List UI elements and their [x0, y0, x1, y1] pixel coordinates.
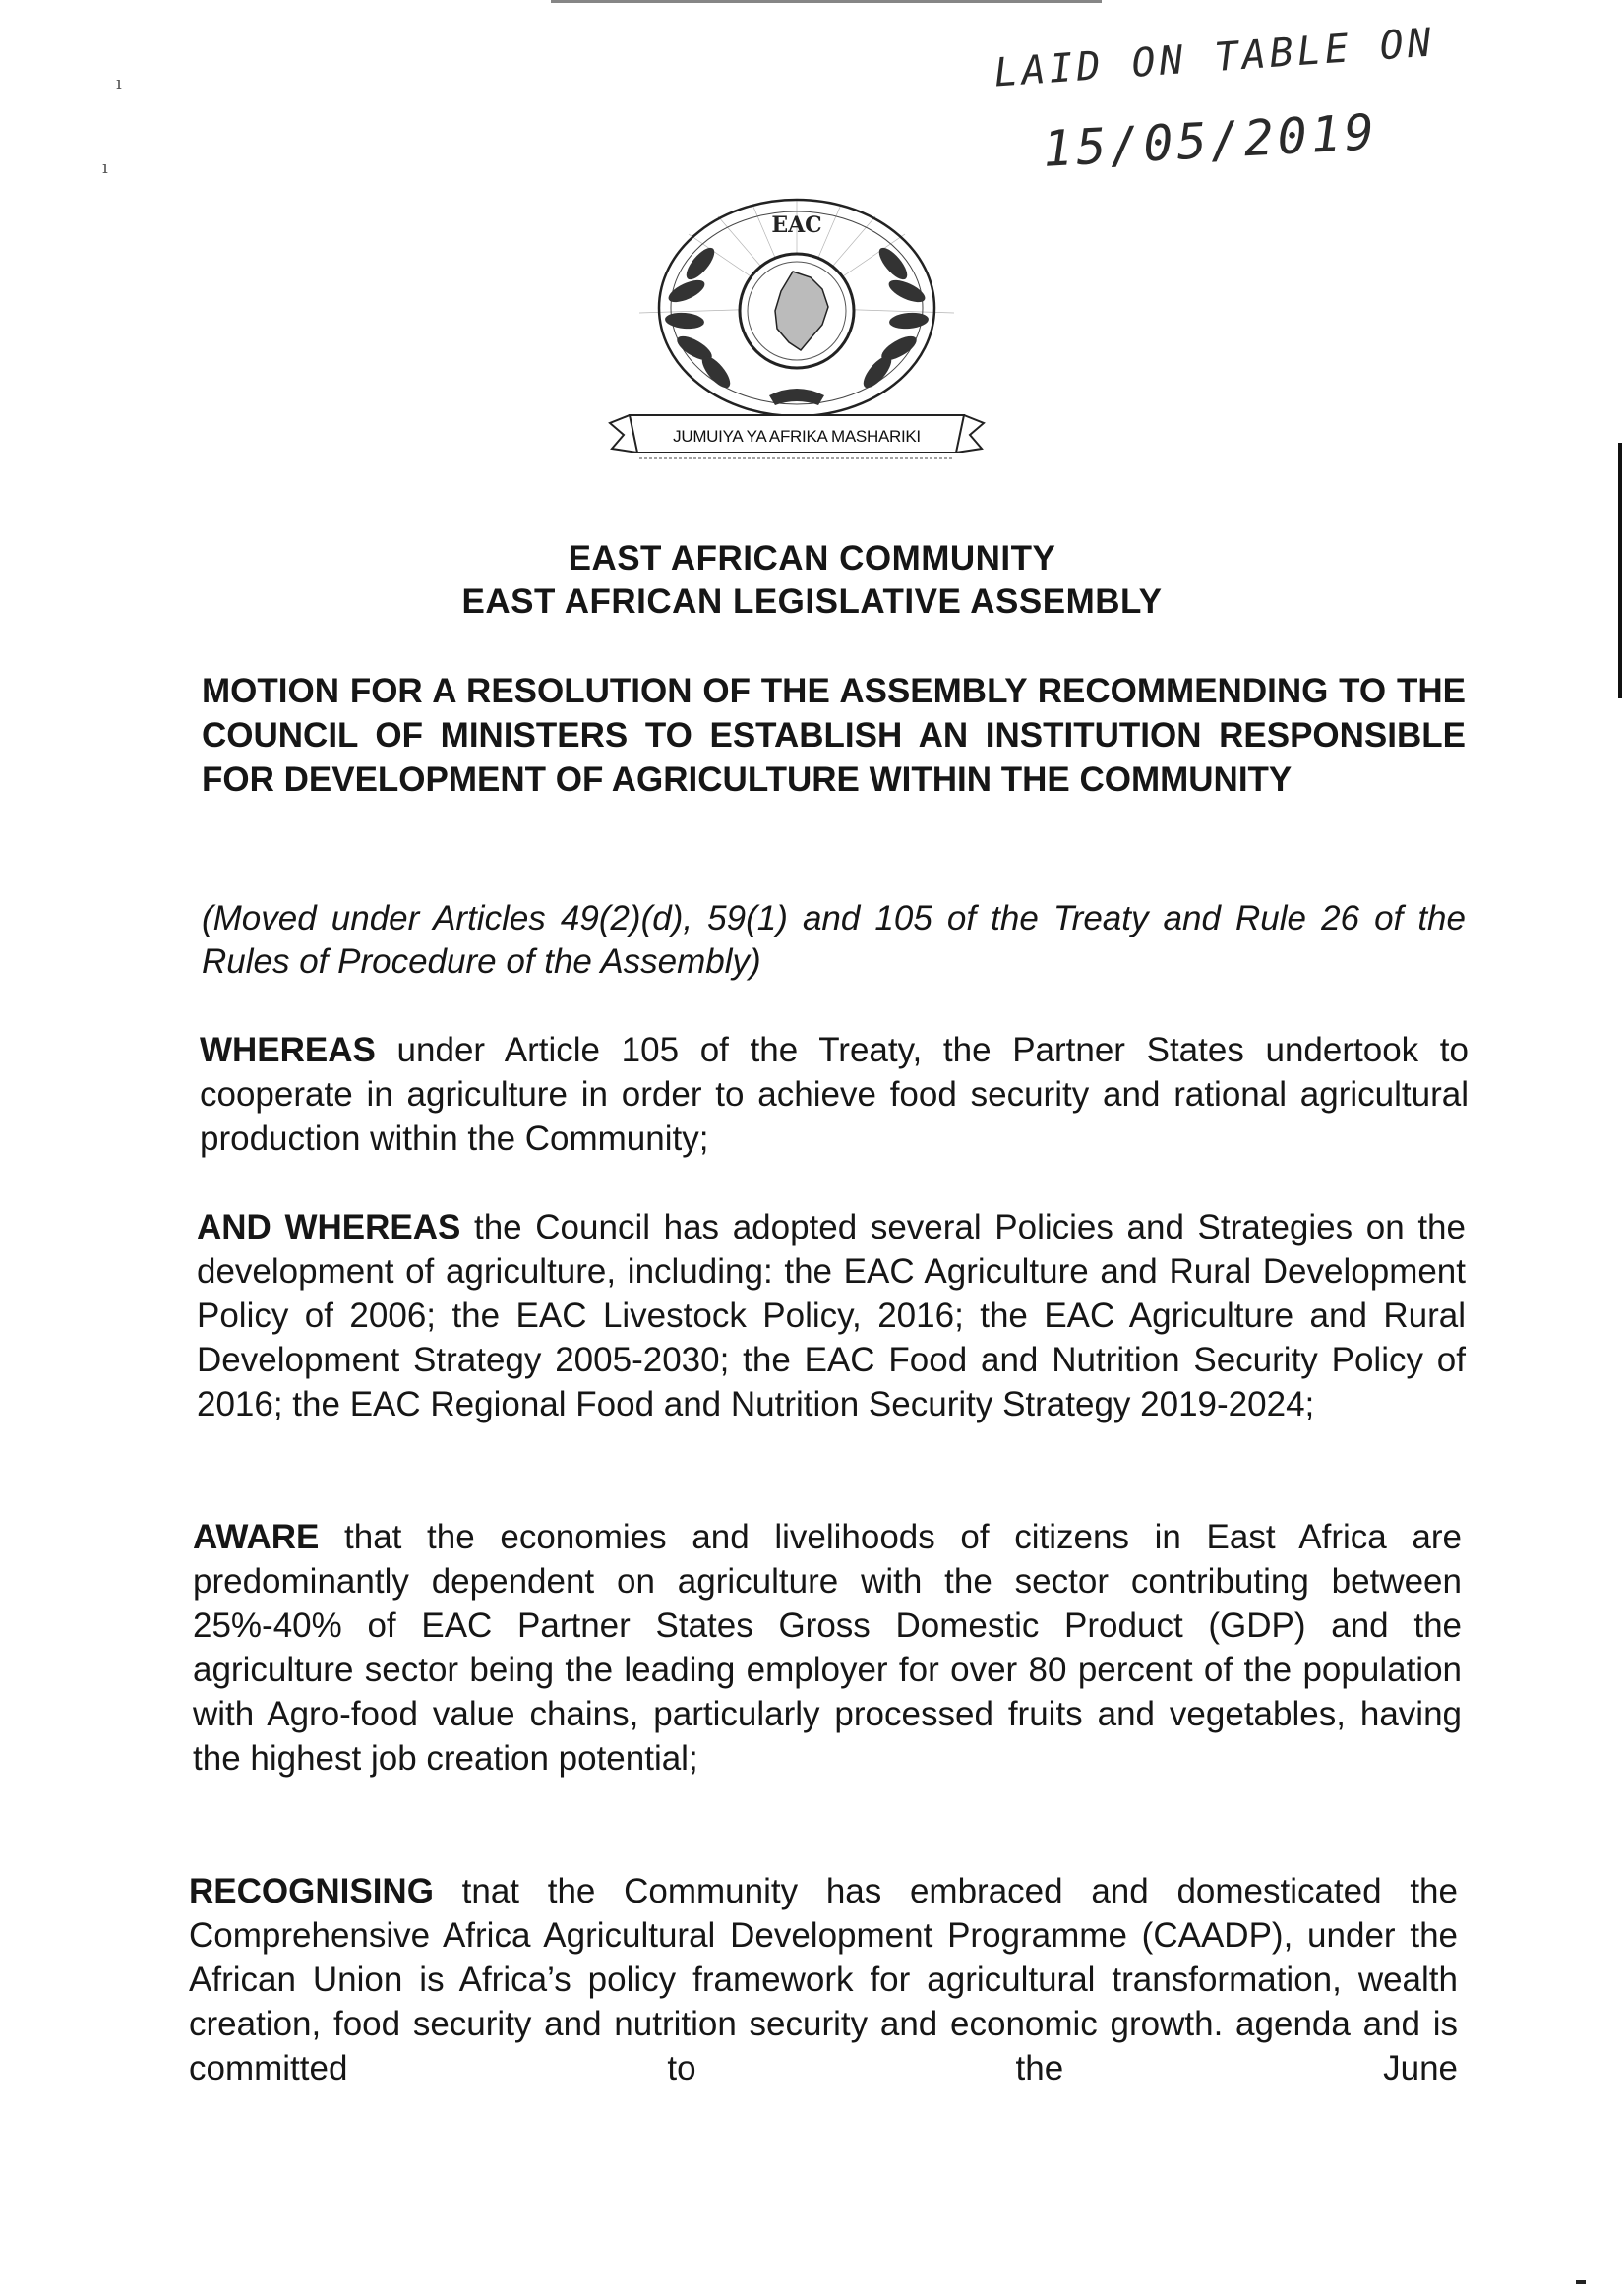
motion-subtitle: (Moved under Articles 49(2)(d), 59(1) and 105 of the Treaty and Rule 26 of the Rules of Procedure of the Assembly) — [202, 899, 1466, 981]
paragraph-text: that the economies and livelihoods of citizens in East Africa are predominantly dependent on agriculture with the sector contributing between 25%-40% of EAC Partner States Gross Domestic Product (GDP) and the agriculture sector being the leading employer for over 80 percent of the population with Agro-food value chains, particularly processed fruits and vegetables, having the highest job creation potential; — [193, 1518, 1462, 1778]
and-whereas-paragraph — [197, 1205, 1466, 1426]
motion-title: MOTION FOR A RESOLUTION OF THE ASSEMBLY RECOMMENDING TO THE COUNCIL OF MINISTERS TO ESTABLISH AN INSTITUTION RESPONSIBLE FOR DEVELOPMENT OF AGRICULTURE WITHIN THE COMMUNITY — [202, 672, 1466, 799]
emblem-eac-text: EAC — [771, 212, 822, 238]
handwritten-annotation — [944, 20, 1534, 187]
recognising-paragraph — [189, 1869, 1458, 2090]
paragraph-keyword: RECOGNISING — [189, 1872, 434, 1910]
aware-paragraph — [193, 1515, 1462, 1781]
scan-speck: ı — [116, 73, 122, 93]
scan-corner-mark — [1576, 2280, 1586, 2284]
eac-logo — [600, 195, 993, 480]
paragraph-text: tnat the Community has embraced and domesticated the Comprehensive Africa Agricultural Development Programme (CAADP), under the African Union is Africa’s policy framework for agricultural transformation, wealth creation, food security and nutrition security and economic growth. agenda and is committed to the June — [189, 1872, 1458, 2087]
paragraph-keyword: AWARE — [193, 1518, 320, 1556]
organization-title: EAST AFRICAN COMMUNITY — [568, 539, 1056, 577]
paragraph-keyword: WHEREAS — [200, 1031, 376, 1069]
assembly-title: EAST AFRICAN LEGISLATIVE ASSEMBLY — [461, 582, 1163, 621]
whereas-paragraph — [200, 1028, 1469, 1161]
handshake-icon — [769, 389, 824, 405]
paragraph-keyword: AND WHEREAS — [197, 1208, 461, 1246]
scan-speck: ı — [102, 157, 108, 178]
emblem-banner-text: JUMUIYA YA AFRIKA MASHARIKI — [673, 427, 921, 446]
handwritten-date: 15/05/2019 — [1041, 103, 1380, 178]
scan-top-edge-line — [551, 0, 1102, 3]
handwritten-note-line: LAID ON TABLE ON — [992, 20, 1437, 96]
paragraph-text: the Council has adopted several Policies and Strategies on the development of agriculture, including: the EAC Agriculture and Rural Development Policy of 2006; the EAC Livestock Policy, 2016; the EAC Agriculture and Rural Development Strategy 2005-2030; the EAC Food and Nutrition Security Policy of 2016; the EAC Regional Food and Nutrition Security Strategy 2019-2024; — [197, 1208, 1466, 1423]
paragraph-text: under Article 105 of the Treaty, the Partner States undertook to cooperate in agriculture in order to achieve food security and rational agricultural production within the Community; — [200, 1031, 1469, 1158]
